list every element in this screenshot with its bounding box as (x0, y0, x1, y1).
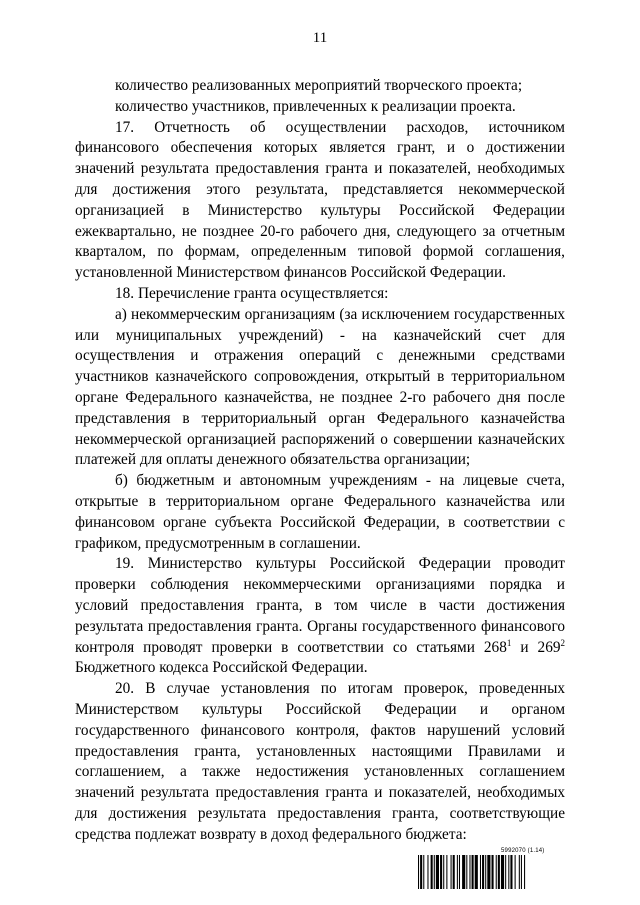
paragraph-19 (75, 554, 565, 679)
barcode-bar (469, 855, 470, 889)
barcode-bar (423, 855, 424, 889)
superscript-1: 1 (506, 637, 512, 648)
paragraph-19-text-start: 19. Министерство культуры Российской Федерации проводит проверки соблюдения некоммерческими организациями порядка и условий предоставления гранта, в том числе в части достижения результата предоставления гранта. Органы государственного финансового контроля проводят проверки в соответствии со статьями 268 (75, 555, 565, 656)
barcode-bar (434, 855, 435, 889)
barcode-bar (459, 855, 460, 889)
barcode-bar (515, 855, 516, 889)
barcode-bar (475, 855, 478, 889)
barcode-bar (446, 855, 447, 889)
barcode-bar (485, 855, 486, 889)
barcode-bar (510, 855, 512, 889)
paragraph-item-1: количество реализованных мероприятий творческого проекта; (115, 77, 523, 94)
paragraph-20: 20. В случае установления по итогам проверок, проведенных Министерством культуры Российской Федерации и органом государственного финансового контроля, фактов нарушений условий предоставления гранта, установленных настоящими Правилами и соглашением, а также недостижения установленных соглашением значений результата предоставления гранта и показателей, необходимых для достижения результата предоставления гранта, соответствующие средства подлежат возврату в доход федерального бюджета: (75, 680, 565, 843)
barcode-bar (457, 855, 458, 889)
barcode-bar (505, 855, 506, 889)
barcode-bar (427, 855, 428, 889)
paragraph-18b: б) бюджетным и автономным учреждениям - на лицевые счета, открытые в территориальном органе Федерального казначейства или финансовом органе субъекта Российской Федерации, в соответствии с графиком, предусмотренным в соглашении. (75, 472, 565, 552)
barcode-bar (519, 855, 520, 889)
barcode-block (418, 848, 564, 889)
barcode-bar (453, 855, 455, 889)
paragraph-17: 17. Отчетность об осуществлении расходов, источником финансового обеспечения которых является грант, и о достижении значений результата предоставления гранта и показателей, необходимых для достижения этого результата, представляется некоммерческой организацией в Министерство культуры Российской Федерации ежеквартально, не позднее 20-го рабочего дня, следующего за отчетным кварталом, по формам, определенным типовой формой соглашения, установленной Министерством финансов Российской Федерации. (75, 118, 565, 282)
barcode-bar (482, 855, 484, 889)
barcode-bar (436, 855, 439, 889)
barcode-bar (462, 855, 465, 889)
paragraph-item-2: количество участников, привлеченных к реализации проекта. (115, 97, 516, 115)
paragraph-19-text-end: Бюджетного кодекса Российской Федерации. (75, 659, 368, 677)
barcode-bar (508, 855, 509, 889)
page-number: 11 (312, 30, 328, 46)
barcode-bar (480, 855, 481, 889)
paragraph-19-text-middle: и 269 (511, 638, 561, 656)
barcode-bar (418, 855, 419, 889)
barcode-bar (420, 855, 422, 889)
barcode-bar (524, 855, 525, 889)
barcode-bar (440, 855, 442, 889)
barcode-bar (487, 855, 490, 889)
barcode-bar (443, 855, 444, 889)
barcode-bar (466, 855, 467, 889)
barcode-bar (451, 855, 452, 889)
barcode-bar (431, 855, 433, 889)
barcode-bar (492, 855, 494, 889)
barcode-bar (498, 855, 500, 889)
document-body (75, 76, 565, 845)
barcode-bar (501, 855, 504, 889)
barcode-bar (472, 855, 474, 889)
barcode-icon (418, 855, 564, 889)
barcode-bar (521, 855, 522, 889)
paragraph-18a: а) некоммерческим организациям (за исключением государственных или муниципальных учреждений) - на казначейский счет для осуществления и отражения операций с денежными средствами участников казначейского сопровождения, открытый в территориальном органе Федерального казначейства, не позднее 2-го рабочего дня после представления в территориальный орган Федерального казначейства некоммерческой организацией распоряжений о совершении казначейских платежей для оплаты денежного обязательства организации; (75, 305, 565, 469)
barcode-code: 5992070 (1.14) (501, 848, 545, 854)
paragraph-18: 18. Перечисление гранта осуществляется: (115, 284, 389, 302)
barcode-bar (496, 855, 497, 889)
superscript-2: 2 (560, 637, 565, 648)
